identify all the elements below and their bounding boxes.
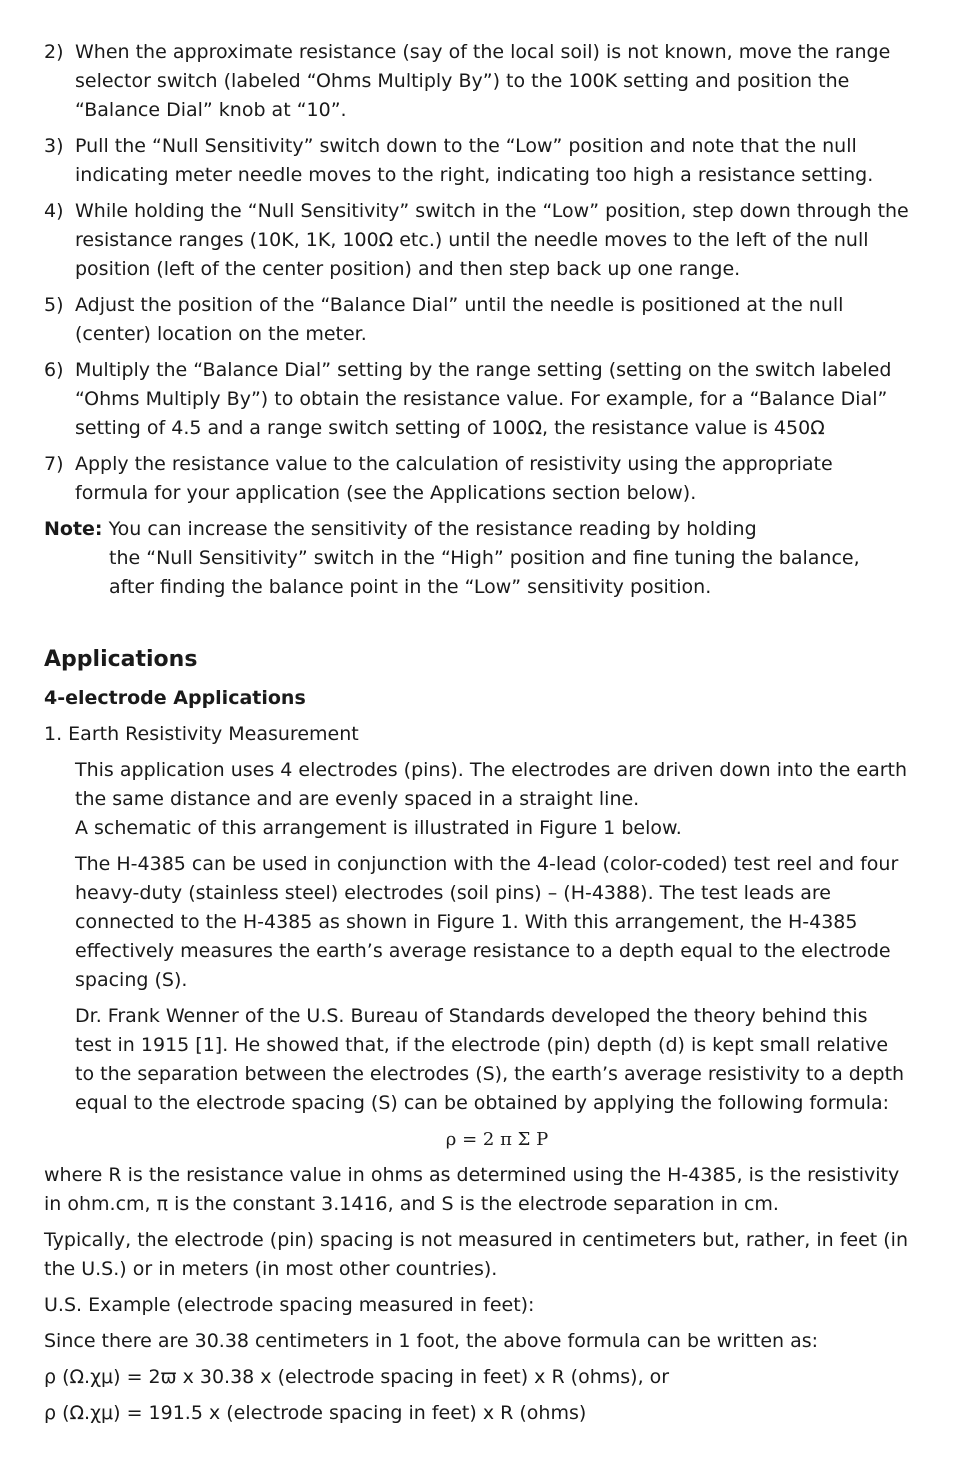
step-4 (44, 197, 910, 284)
note-block (44, 515, 910, 602)
equation-1: ρ (Ω.χμ) = 2ϖ x 30.38 x (electrode spacing in feet) x R (ohms), or (44, 1366, 670, 1388)
step-text: Adjust the position of the “Balance Dial” until the needle is positioned at the null (center) location on the meter. (75, 294, 844, 345)
step-text: Pull the “Null Sensitivity” switch down to the “Low” position and note that the null indicating meter needle moves to the right, indicating too high a resistance setting. (75, 135, 874, 186)
intro-paragraph (44, 756, 910, 843)
intro-line: This application uses 4 electrodes (pins). The electrodes are driven down into the earth the same distance and are evenly spaced in a straight line. (75, 759, 908, 810)
step-number: 6) (44, 359, 64, 381)
applications-heading: Applications (44, 647, 198, 672)
note-label: Note: (44, 518, 103, 540)
earth-resistivity-title: 1. Earth Resistivity Measurement (44, 723, 359, 745)
step-number: 7) (44, 453, 64, 475)
note-first-line: You can increase the sensitivity of the resistance reading by holding (108, 518, 757, 540)
step-3 (44, 132, 910, 190)
four-electrode-subheading: 4-electrode Applications (44, 687, 306, 709)
step-text: Apply the resistance value to the calculation of resistivity using the appropriate formula for your application (see the Applications section below). (75, 453, 833, 504)
wenner-paragraph: Dr. Frank Wenner of the U.S. Bureau of Standards developed the theory behind this test in 1915 [1]. He showed that, if the electrode (pin) depth (d) is kept small relative to the separation between the electrodes (S), the earth’s average resistivity to a depth equal to the electrode spacing (S) can be obtained by applying the following formula: (75, 1005, 905, 1114)
step-text: When the approximate resistance (say of the local soil) is not known, move the range selector switch (labeled “Ohms Multiply By”) to the 100K setting and position the “Balance Dial” knob at “10”. (75, 41, 891, 121)
schematic-line: A schematic of this arrangement is illustrated in Figure 1 below. (75, 817, 682, 839)
step-number: 4) (44, 200, 64, 222)
step-text: While holding the “Null Sensitivity” switch in the “Low” position, step down through the resistance ranges (10K, 1K, 100Ω etc.) until the needle moves to the left of the null position (left of the center position) and then step back up one range. (75, 200, 909, 280)
step-2 (44, 38, 910, 125)
step-number: 3) (44, 135, 64, 157)
us-example-heading: U.S. Example (electrode spacing measured in feet): (44, 1294, 535, 1316)
step-6 (44, 356, 910, 443)
step-text: Multiply the “Balance Dial” setting by the range setting (setting on the switch labeled “Ohms Multiply By”) to obtain the resistance value. For example, for a “Balance Dial” setting of 4.5 and a range switch setting of 100Ω, the resistance value is 450Ω (75, 359, 892, 439)
equation-2: ρ (Ω.χμ) = 191.5 x (electrode spacing in feet) x R (ohms) (44, 1402, 587, 1424)
where-paragraph: where R is the resistance value in ohms as determined using the H-4385, is the resistivity in ohm.cm, π is the constant 3.1416, and S is the electrode separation in cm. (44, 1164, 900, 1215)
resistivity-formula: ρ = 2 π Σ P (445, 1129, 549, 1150)
step-7 (44, 450, 910, 508)
h4385-paragraph: The H-4385 can be used in conjunction with the 4-lead (color-coded) test reel and four heavy-duty (stainless steel) electrodes (soil pins) – (H-4388). The test leads are connected to the H-4385 as shown in Figure 1. With this arrangement, the H-4385 effectively measures the earth’s average resistance to a depth equal to the electrode spacing (S). (75, 853, 899, 991)
typically-paragraph: Typically, the electrode (pin) spacing is not measured in centimeters but, rather, in feet (in the U.S.) or in meters (in most other countries). (44, 1229, 908, 1280)
conversion-paragraph: Since there are 30.38 centimeters in 1 foot, the above formula can be written as: (44, 1330, 819, 1352)
step-number: 5) (44, 294, 64, 316)
note-continuation: the “Null Sensitivity” switch in the “High” position and fine tuning the balance, after finding the balance point in the “Low” sensitivity position. (109, 547, 860, 598)
step-5 (44, 291, 910, 349)
step-number: 2) (44, 41, 64, 63)
